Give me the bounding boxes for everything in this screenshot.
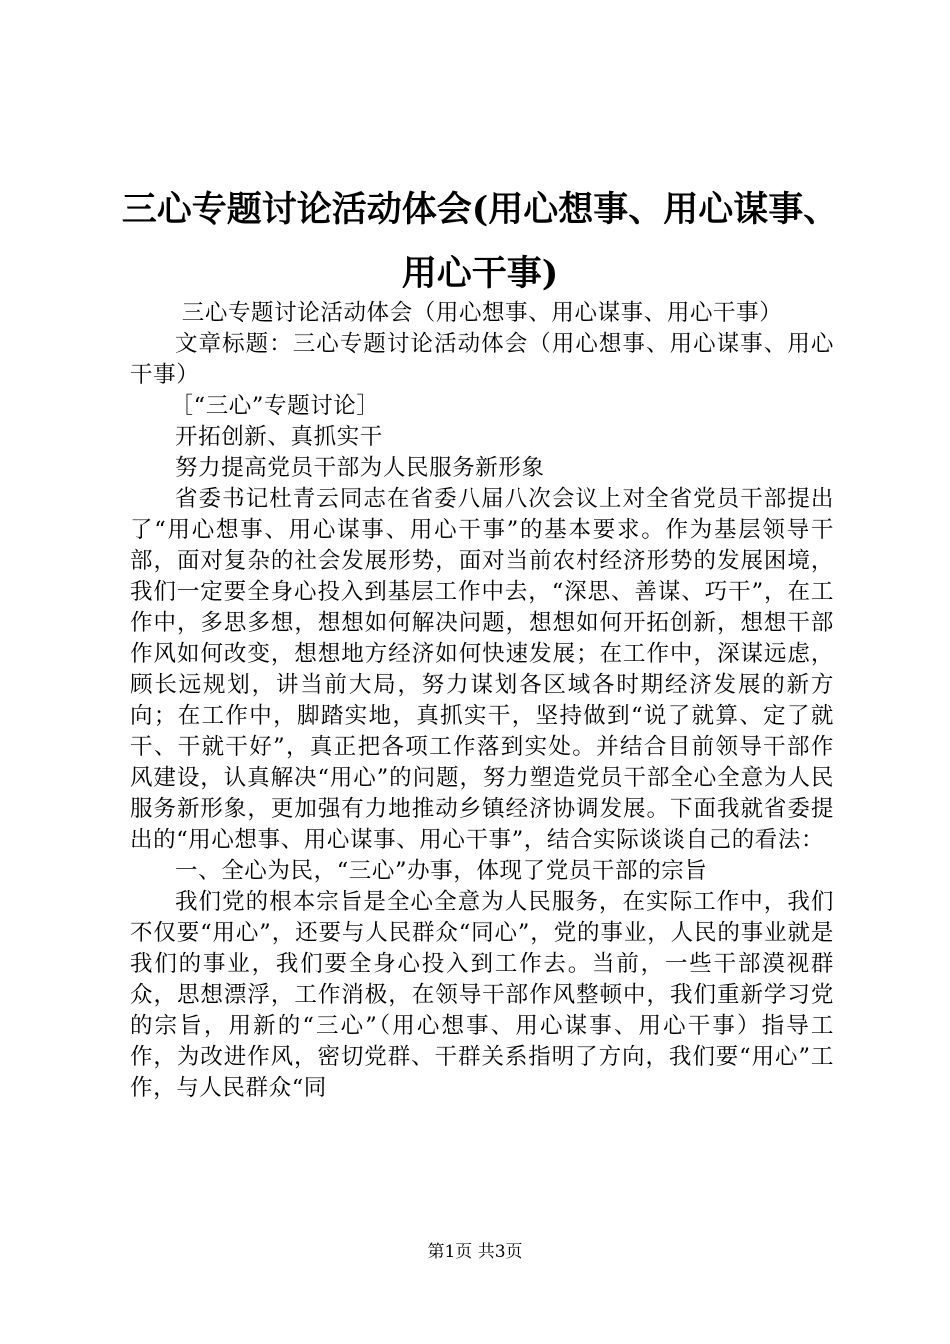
paragraph: 努力提高党员干部为人民服务新形象 <box>175 455 545 481</box>
document-title: 三心专题讨论活动体会(用心想事、用心谋事、用心干事) <box>121 189 839 294</box>
paragraph: 省委书记杜青云同志在省委八届八次会议上对全省党员干部提出了“用心想事、用心谋事、用心干事”的基本要求。作为基层领导干部，面对复杂的社会发展形势，面对当前农村经济形势的发展困境，我们一定要全身心投入到基层工作中去，“深思、善谋、巧干”，在工作中，多思多想，想想如何解决问题，想想如何开拓创新，想想干部作风如何改变，想想地方经济如何快速发展；在工作中，深谋远虑，顾长远规划，讲当前大局，努力谋划各区域各时期经济发展的新方向；在工作中，脚踏实地，真抓实干，坚持做到“说了就算、定了就干、干就干好”，真正把各项工作落到实处。并结合目前领导干部作风建设，认真解决“用心”的问题，努力塑造党员干部全心全意为人民服务新形象，更加强有力地推动乡镇经济协调发展。下面我就省委提出的“用心想事、用心谋事、用心干事”，结合实际谈谈自己的看法： <box>130 486 834 853</box>
paragraph: 三心专题讨论活动体会（用心想事、用心谋事、用心干事） <box>181 300 783 326</box>
paragraph: 开拓创新、真抓实干 <box>175 424 383 450</box>
paragraph: ［“三心”专题讨论］ <box>170 393 380 419</box>
section-heading: 一、全心为民，“三心”办事，体现了党员干部的宗旨 <box>175 858 708 884</box>
paragraph: 我们党的根本宗旨是全心全意为人民服务，在实际工作中，我们不仅要“用心”，还要与人民群众“同心”，党的事业，人民的事业就是我们的事业，我们要全身心投入到工作去。当前，一些干部漠视群众，思想漂浮，工作消极，在领导干部作风整顿中，我们重新学习党的宗旨，用新的“三心”（用心想事、用心谋事、用心干事）指导工作，为改进作风，密切党群、干群关系指明了方向，我们要“用心”工作，与人民群众“同 <box>130 889 834 1101</box>
paragraph: 文章标题：三心专题讨论活动体会（用心想事、用心谋事、用心干事） <box>130 331 834 388</box>
page-footer: 第1页 共3页 <box>427 1242 523 1262</box>
document-body <box>130 298 834 1104</box>
